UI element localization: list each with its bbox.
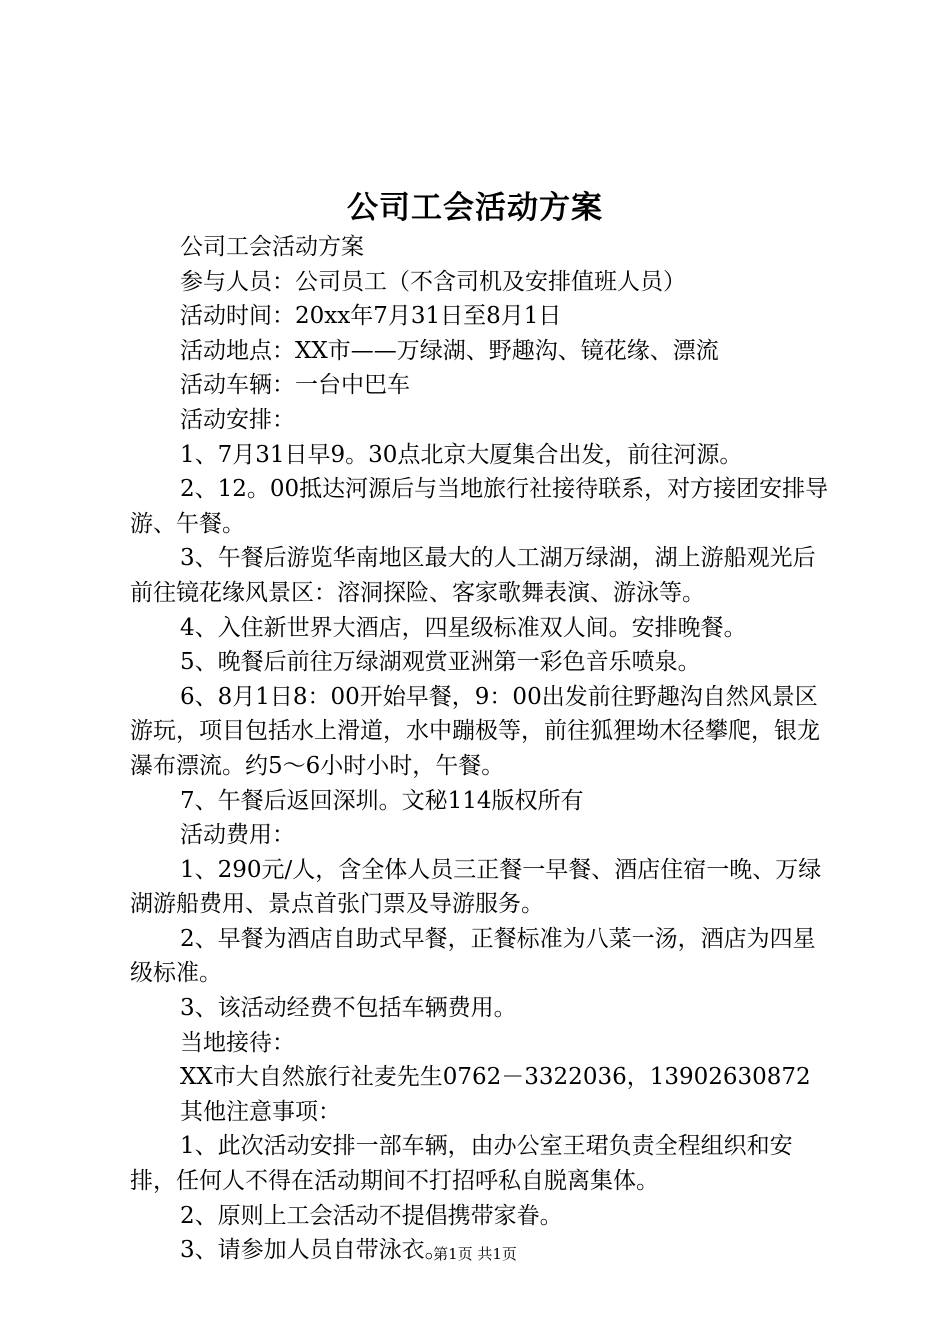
document-title: 公司工会活动方案 <box>347 190 603 226</box>
paragraph-schedule-item: 4、入住新世界大酒店，四星级标准双人间。安排晚餐。 <box>180 614 747 641</box>
paragraph-schedule-heading: 活动安排： <box>180 406 295 433</box>
paragraph-vehicle: 活动车辆：一台中巴车 <box>180 372 410 399</box>
paragraph-cost-item: 3、该活动经费不包括车辆费用。 <box>180 995 517 1022</box>
paragraph-cost-item: 1、290元/人，含全体人员三正餐一早餐、酒店住宿一晚、万绿湖游船费用、景点首张门票及导游服务。 <box>130 856 822 918</box>
paragraph-cost-item: 2、早餐为酒店自助式早餐，正餐标准为八菜一汤，酒店为四星级标准。 <box>130 925 816 987</box>
paragraph-reception-contact: XX市大自然旅行社麦先生0762－3322036，13902630872 <box>180 1064 811 1091</box>
paragraph-participants: 参与人员：公司员工（不含司机及安排值班人员） <box>180 268 686 295</box>
paragraph-heading-repeat: 公司工会活动方案 <box>180 234 364 260</box>
paragraph-reception-heading: 当地接待： <box>180 1029 295 1056</box>
paragraph-note-item: 3、请参加人员自带泳衣。 <box>180 1237 448 1264</box>
paragraph-schedule-item: 1、7月31日早9。30点北京大厦集合出发，前往河源。 <box>180 441 743 468</box>
paragraph-schedule-item: 3、午餐后游览华南地区最大的人工湖万绿湖，湖上游船观光后前往镜花缘风景区：溶洞探险、客家歌舞表演、游泳等。 <box>130 545 816 606</box>
paragraph-location: 活动地点：XX市——万绿湖、野趣沟、镜花缘、漂流 <box>180 337 719 364</box>
paragraph-cost-heading: 活动费用： <box>180 822 295 849</box>
paragraph-note-item: 2、原则上工会活动不提倡携带家眷。 <box>180 1202 563 1229</box>
paragraph-time: 活动时间：20xx年7月31日至8月1日 <box>180 303 562 330</box>
page-footer: 第1页 共1页 <box>433 1245 517 1263</box>
document-body <box>130 230 835 1268</box>
paragraph-note-item: 1、此次活动安排一部车辆，由办公室王珺负责全程组织和安排，任何人不得在活动期间不打招呼私自脱离集体。 <box>130 1133 793 1195</box>
paragraph-schedule-item: 2、12。00抵达河源后与当地旅行社接待联系，对方接团安排导游、午餐。 <box>130 476 829 537</box>
paragraph-notes-heading: 其他注意事项： <box>180 1098 341 1125</box>
paragraph-schedule-item: 7、午餐后返回深圳。文秘114版权所有 <box>180 787 584 814</box>
paragraph-schedule-item: 6、8月1日8：00开始早餐，9：00出发前往野趣沟自然风景区游玩，项目包括水上滑道，水中蹦极等，前往狐狸坳木径攀爬，银龙瀑布漂流。约5～6小时小时，午餐。 <box>130 683 820 779</box>
paragraph-schedule-item: 5、晚餐后前往万绿湖观赏亚洲第一彩色音乐喷泉。 <box>180 649 701 676</box>
